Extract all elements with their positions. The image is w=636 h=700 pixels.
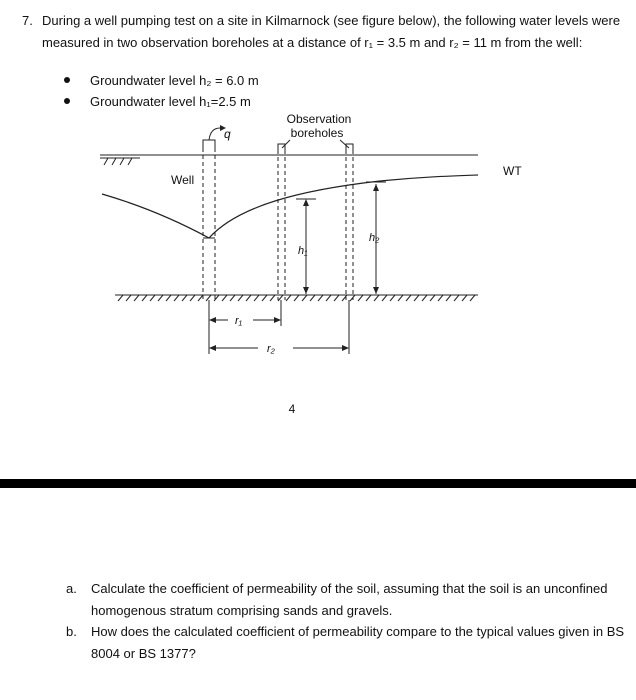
well-pipe-top xyxy=(203,140,215,148)
borehole-2 xyxy=(346,150,353,300)
r2-label: r₂ xyxy=(267,343,275,355)
sub-question-text: Calculate the coefficient of permeability of the soil, assuming that the soil is an unconfined homogenous stratum comprising sands and gravels. xyxy=(91,581,608,618)
page-number: 4 xyxy=(288,402,296,416)
base-hatch-icon xyxy=(118,295,475,301)
borehole-1 xyxy=(278,150,285,300)
borehole-1-top xyxy=(278,144,285,150)
borehole-2-top xyxy=(346,144,353,150)
q-label: q xyxy=(224,127,231,141)
r2-arrowhead-right-icon xyxy=(342,345,349,351)
radius-dimensions xyxy=(209,300,349,354)
observation-label-1: Observation xyxy=(286,112,352,126)
wt-label: WT xyxy=(503,164,522,178)
r2-arrowhead-left-icon xyxy=(209,345,216,351)
r1-arrowhead-left-icon xyxy=(209,317,216,323)
well-casing xyxy=(203,148,215,300)
h2-arrowhead-down-icon xyxy=(373,287,379,294)
ground-hatch-icon xyxy=(100,158,140,165)
h1-arrowhead-up-icon xyxy=(303,199,309,206)
r1-arrowhead-right-icon xyxy=(274,317,281,323)
observation-label-2: boreholes xyxy=(290,126,344,140)
bullet-text: Groundwater level h₁=2.5 m xyxy=(90,94,251,109)
discharge-arrow-icon xyxy=(209,128,220,140)
r1-label: r₁ xyxy=(235,315,243,327)
question-number: 7. xyxy=(22,13,33,28)
h1-arrowhead-down-icon xyxy=(303,287,309,294)
h2-arrowhead-up-icon xyxy=(373,184,379,191)
sub-question-label: a. xyxy=(66,581,77,596)
sub-question-text: How does the calculated coefficient of permeability compare to the typical values given in BS 8004 or BS 1377? xyxy=(91,624,625,661)
bullet-text: Groundwater level h₂ = 6.0 m xyxy=(90,73,259,88)
question-text: During a well pumping test on a site in Kilmarnock (see figure below), the following water levels were measured in two observation boreholes at a distance of r₁ = 3.5 m and r₂ = 11 m from the well: xyxy=(42,13,621,50)
section-divider xyxy=(0,479,636,488)
sub-questions xyxy=(66,578,626,664)
well-label: Well xyxy=(171,173,195,187)
sub-question xyxy=(66,578,626,621)
h1-label: h₁ xyxy=(298,245,308,257)
water-table-curve xyxy=(102,175,478,238)
h2-label: h₂ xyxy=(369,232,380,244)
sub-question xyxy=(66,621,626,664)
sub-question-label: b. xyxy=(66,624,77,639)
